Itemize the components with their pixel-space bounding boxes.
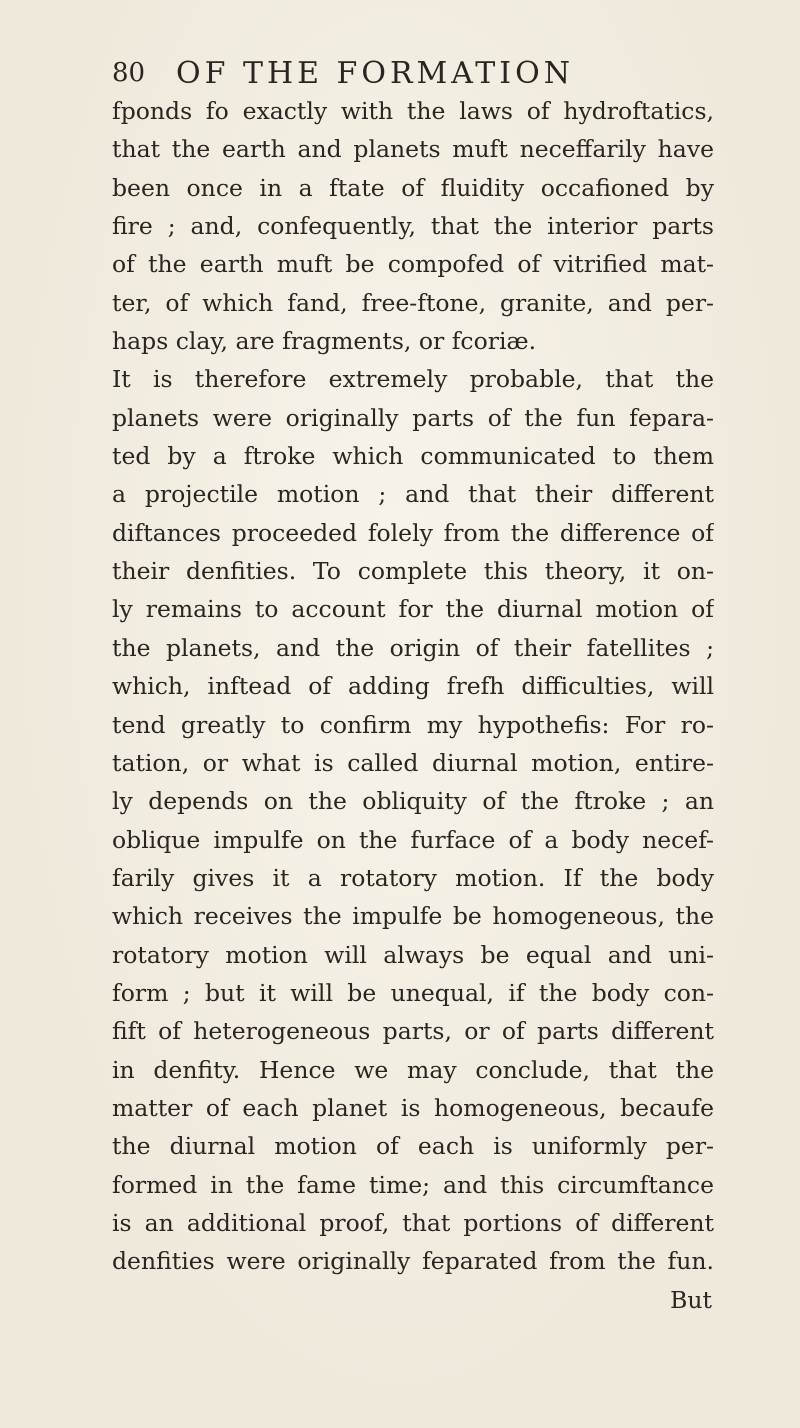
text-line: which, inftead of adding frefh difficulties, will [112,672,714,701]
text-line: the diurnal motion of each is uniformly per- [112,1132,714,1161]
text-line: It is therefore extremely probable, that the [112,365,714,394]
text-line: denfities were originally feparated from the fun. [112,1247,714,1276]
text-line: of the earth muft be compofed of vitrified mat- [112,250,714,279]
running-head: OF THE FORMATION [176,56,574,91]
text-line: form ; but it will be unequal, if the body con- [112,978,714,1007]
body-text [112,92,714,1319]
text-line: ter, of which fand, free-ftone, granite, and per- [112,288,714,317]
text-line: a projectile motion ; and that their different [112,480,714,509]
text-line: ly depends on the obliquity of the ftroke ; an [112,787,714,816]
text-line: oblique impulfe on the furface of a body necef- [112,825,714,854]
text-line: fift of heterogeneous parts, or of parts different [112,1017,714,1046]
text-line: tend greatly to confirm my hypothefis: For ro- [112,710,714,739]
text-line: diftances proceeded folely from the difference of [112,518,714,547]
text-line: haps clay, are fragments, or fcoriæ. [112,327,537,356]
text-line: matter of each planet is homogeneous, becaufe [112,1093,714,1122]
catchword: But [670,1285,712,1314]
text-line: their denfities. To complete this theory, it on- [112,557,714,586]
page-header [112,52,732,92]
text-line: farily gives it a rotatory motion. If the body [112,863,714,892]
text-line: is an additional proof, that portions of different [112,1208,714,1237]
text-line: that the earth and planets muft neceffarily have [112,135,714,164]
text-line: formed in the fame time; and this circumftance [112,1170,714,1199]
text-line: ly remains to account for the diurnal motion of [112,595,714,624]
page-number: 80 [112,58,146,88]
text-line: tation, or what is called diurnal motion, entire- [112,748,714,777]
text-line: the planets, and the origin of their fatellites ; [112,633,714,662]
text-line: which receives the impulfe be homogeneous, the [112,902,714,931]
text-line: been once in a ftate of fluidity occafioned by [112,173,714,202]
text-line: in denfity. Hence we may conclude, that the [112,1055,714,1084]
text-line: planets were originally parts of the fun fepara- [112,403,714,432]
text-line: fire ; and, confequently, that the interior parts [112,212,714,241]
text-line: ted by a ftroke which communicated to them [112,442,714,471]
text-line: rotatory motion will always be equal and uni- [112,940,714,969]
text-line: fponds fo exactly with the laws of hydroftatics, [112,97,714,125]
